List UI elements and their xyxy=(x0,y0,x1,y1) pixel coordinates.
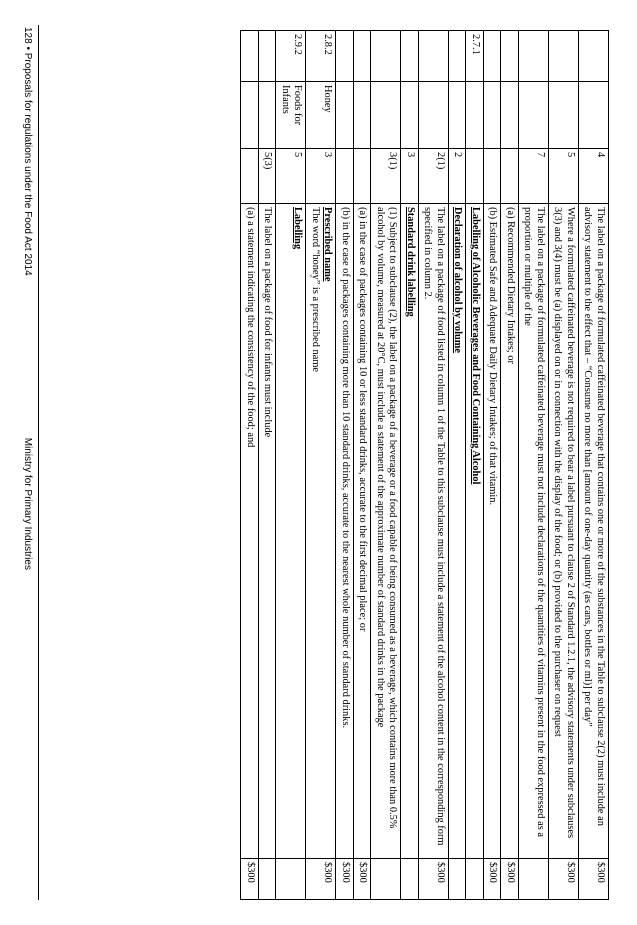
standard-cell xyxy=(449,31,467,82)
standard-cell xyxy=(579,31,609,82)
table-row xyxy=(354,31,372,900)
regulations-table xyxy=(241,30,610,900)
fee-cell: $300 xyxy=(241,859,259,900)
standard-name-cell xyxy=(466,82,484,149)
standard-cell xyxy=(354,31,372,82)
standard-name-cell xyxy=(241,82,259,149)
clause-cell xyxy=(501,149,519,204)
standard-name-cell: Honey xyxy=(306,82,336,149)
requirement-text: Labelling xyxy=(292,207,304,250)
standard-cell xyxy=(419,31,449,82)
clause-cell: 4 xyxy=(579,149,609,204)
standard-cell: 2.7.1 xyxy=(466,31,484,82)
standard-cell: 2.9.2 xyxy=(276,31,306,82)
fee-cell: $300 xyxy=(354,859,372,900)
standard-name-cell: Foods for Infants xyxy=(276,82,306,149)
standard-cell xyxy=(519,31,549,82)
requirement-text: (b) Estimated Safe and Adequate Daily Dietary Intakes; of that vitamin. xyxy=(487,207,499,506)
header-right: Ministry for Primary Industries xyxy=(22,437,33,570)
requirement-text: The label on a package of formulated caffeinated beverage that contains one or more of the substances in the Table to subclause 2(2) must include an advisory statement to the effect that – “Consume no more than [amount of one-day quantity (as cans, bottles or ml)] per day” xyxy=(582,207,606,826)
table-row xyxy=(484,31,502,900)
requirement-text: Where a formulated caffeinated beverage is not required to bear a label pursuant to clause 2 of Standard 1.2.1, the advisory statements under subclauses 3(3) and 3(4) must be (a) displayed on or in connection with the display of the food; or (b) provided to the purchaser on request xyxy=(552,207,576,839)
clause-cell: 3(1) xyxy=(371,149,401,204)
requirement-cell xyxy=(371,204,401,859)
table-row xyxy=(419,31,449,900)
table-row xyxy=(466,31,484,900)
requirement-cell xyxy=(241,204,259,859)
standard-cell: 2.8.2 xyxy=(306,31,336,82)
requirement-text: (a) Recommended Dietary Intakes; or xyxy=(505,207,516,364)
fee-cell xyxy=(449,859,467,900)
clause-cell xyxy=(484,149,502,204)
requirement-text: Standard drink labelling xyxy=(405,207,416,317)
standard-name-cell xyxy=(419,82,449,149)
requirement-text: Declaration of alcohol by volume xyxy=(452,207,464,354)
requirement-cell xyxy=(354,204,372,859)
requirement-text: (a) in the case of packages containing 10 or less standard drinks, accurate to the first decimal place; or xyxy=(357,207,369,632)
header-left: 128 • Proposals for regulations under the Food Act 2014 xyxy=(22,27,33,276)
table-row xyxy=(241,31,259,900)
fee-cell xyxy=(276,859,306,900)
standard-cell xyxy=(401,31,419,82)
clause-cell xyxy=(241,149,259,204)
table-row xyxy=(449,31,467,900)
standard-name-cell xyxy=(549,82,579,149)
fee-cell: $300 xyxy=(336,859,354,900)
standard-name-cell xyxy=(449,82,467,149)
fee-cell xyxy=(259,859,277,900)
table-row xyxy=(336,31,354,900)
clause-cell: 2(1) xyxy=(419,149,449,204)
fee-cell: $300 xyxy=(484,859,502,900)
fee-cell: $300 xyxy=(306,859,336,900)
requirement-cell xyxy=(419,204,449,859)
standard-name-cell xyxy=(484,82,502,149)
standard-name-cell xyxy=(501,82,519,149)
fee-cell: $300 xyxy=(549,859,579,900)
standard-name-cell xyxy=(336,82,354,149)
requirement-cell xyxy=(549,204,579,859)
fee-cell xyxy=(371,859,401,900)
standard-cell xyxy=(549,31,579,82)
standard-name-cell xyxy=(579,82,609,149)
fee-cell: $300 xyxy=(579,859,609,900)
table-row xyxy=(519,31,549,900)
standard-cell xyxy=(371,31,401,82)
requirement-text: Labelling of Alcoholic Beverages and Food Containing Alcohol xyxy=(470,207,481,485)
table-row xyxy=(579,31,609,900)
clause-cell: 3 xyxy=(401,149,419,204)
requirement-text: (a) a statement indicating the consistency of the food; and xyxy=(245,207,256,448)
requirement-cell xyxy=(579,204,609,859)
requirement-cell xyxy=(276,204,306,859)
requirement-text: The label on a package of formulated caffeinated beverage must not include declarations of the quantities of vitamins present in the food expressed as a proportion or multiple of the xyxy=(522,207,546,837)
clause-cell xyxy=(336,149,354,204)
standard-name-cell xyxy=(401,82,419,149)
table-row xyxy=(259,31,277,900)
fee-cell xyxy=(401,859,419,900)
requirement-cell xyxy=(484,204,502,859)
clause-cell: 5 xyxy=(549,149,579,204)
standard-cell xyxy=(484,31,502,82)
requirement-cell xyxy=(401,204,419,859)
clause-cell: 3 xyxy=(306,149,336,204)
standard-cell xyxy=(336,31,354,82)
clause-cell: 5 xyxy=(276,149,306,204)
fee-cell xyxy=(466,859,484,900)
table-body xyxy=(241,31,609,900)
clause-cell xyxy=(466,149,484,204)
running-header xyxy=(14,25,39,900)
requirement-cell xyxy=(466,204,484,859)
standard-name-cell xyxy=(371,82,401,149)
requirement-cell xyxy=(501,204,519,859)
clause-cell: 7 xyxy=(519,149,549,204)
requirement-text: (b) in the case of packages containing more than 10 standard drinks, accurate to the nearest whole number of standard drinks. xyxy=(340,207,351,729)
standard-cell xyxy=(259,31,277,82)
standard-name-cell xyxy=(259,82,277,149)
table-row xyxy=(371,31,401,900)
fee-cell xyxy=(519,859,549,900)
requirement-text: Prescribed name xyxy=(322,207,334,282)
table-row xyxy=(401,31,419,900)
table-row xyxy=(549,31,579,900)
requirement-cell xyxy=(519,204,549,859)
table-row xyxy=(306,31,336,900)
requirement-cell xyxy=(306,204,336,859)
clause-cell: 2 xyxy=(449,149,467,204)
table-row xyxy=(276,31,306,900)
requirement-subtext: The word “honey” is a prescribed name xyxy=(310,207,321,373)
table-row xyxy=(501,31,519,900)
fee-cell: $300 xyxy=(501,859,519,900)
requirement-cell xyxy=(336,204,354,859)
clause-cell xyxy=(354,149,372,204)
standard-cell xyxy=(241,31,259,82)
requirement-cell xyxy=(259,204,277,859)
standard-cell xyxy=(501,31,519,82)
fee-cell: $300 xyxy=(419,859,449,900)
standard-name-cell xyxy=(519,82,549,149)
clause-cell: 5(3) xyxy=(259,149,277,204)
requirement-text: (1) Subject to subclause (2), the label on a package of a beverage or a food capable of being consumed as a beverage, which contains more than 0.5% alcohol by volume, measured at 20°C, must include a statement of the approximate number of standard drinks in the package xyxy=(375,207,399,829)
requirement-text: The label on a package of food listed in column 1 of the Table to this subclause must include a statement of the alcohol content in the corresponding form specified in column 2. xyxy=(422,207,446,846)
standard-name-cell xyxy=(354,82,372,149)
requirement-text: The label on a package of food for infants must include xyxy=(262,207,274,438)
requirement-cell xyxy=(449,204,467,859)
